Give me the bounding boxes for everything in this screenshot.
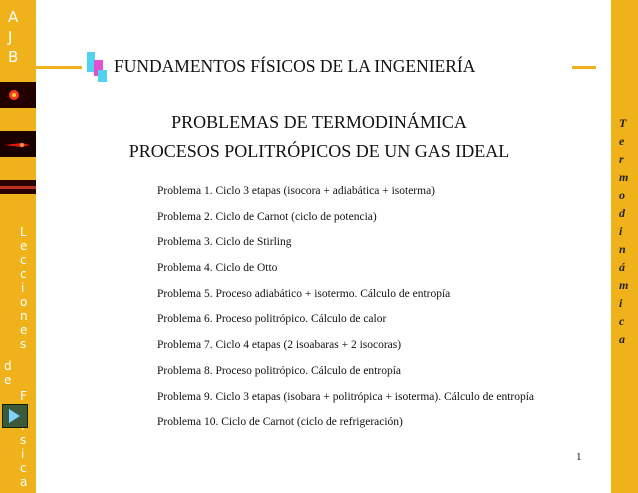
vertical-letter: o [20,295,28,309]
problem-link-8[interactable]: Problema 8. Proceso politrópico. Cálculo de entropía [157,364,401,377]
vertical-letter: e [619,134,625,148]
problem-link-4[interactable]: Problema 4. Ciclo de Otto [157,262,278,275]
thumbnail-image-3 [0,180,36,194]
vertical-letter: o [619,188,625,202]
vertical-letter: F [20,389,27,403]
vertical-letter: s [20,337,27,351]
vertical-letter: c [20,253,27,267]
logo-icon [84,52,110,89]
problem-link-5[interactable]: Problema 5. Proceso adiabático + isotermo. Cálculo de entropía [157,287,451,300]
vertical-letter: c [20,267,27,281]
slide-subtitle-2: PROCESOS POLITRÓPICOS DE UN GAS IDEAL [128,141,510,161]
vertical-letter: m [619,170,629,184]
vertical-letter: d [619,206,625,220]
vertical-letter: e [20,323,28,337]
vertical-letter: n [20,309,28,323]
problem-list [157,185,534,442]
next-slide-button[interactable] [2,404,28,428]
vertical-letter: i [21,447,25,461]
vertical-letter: n [619,242,626,256]
vertical-letter: i [619,224,623,238]
problem-link-2[interactable]: Problema 2. Ciclo de Carnot (ciclo de potencia) [157,210,377,223]
header-title: FUNDAMENTOS FÍSICOS DE LA INGENIERÍA [114,56,476,76]
vertical-letter: c [619,314,625,328]
thumbnail-image-1 [0,82,36,108]
vertical-letter: i [619,296,623,310]
vertical-letter: s [20,433,27,447]
vertical-letter: m [619,278,629,292]
vertical-letter: i [21,281,25,295]
slide-subtitle-1: PROBLEMAS DE TERMODINÁMICA [171,112,467,132]
problem-link-9[interactable]: Problema 9. Ciclo 3 etapas (isobara + politrópica + isoterma). Cálculo de entropía [157,390,535,403]
header-line-left [34,66,82,69]
problem-link-6[interactable]: Problema 6. Proceso politrópico. Cálculo de calor [157,313,387,326]
vertical-letter: e [4,373,12,387]
vertical-letter: r [619,152,624,166]
vertical-letter: d [4,359,12,373]
problem-link-7[interactable]: Problema 7. Ciclo 4 etapas (2 isoabaras + 2 isocoras) [157,339,402,352]
sidebar-letter-j: J [8,28,13,46]
problem-link-3[interactable]: Problema 3. Ciclo de Stirling [157,236,292,249]
sidebar-letter-b: B [8,48,19,66]
problem-link-1[interactable]: Problema 1. Ciclo 3 etapas (isocora + adiabática + isoterma) [157,185,436,197]
vertical-letter: T [619,116,627,130]
vertical-letter: a [20,475,28,489]
page-number: 1 [576,451,582,463]
vertical-letter: c [20,461,27,475]
sidebar-letter-a: A [8,8,19,26]
header-line-right [572,66,596,69]
vertical-letter: a [619,332,625,346]
vertical-letter: L [20,225,27,239]
problem-link-10[interactable]: Problema 10. Ciclo de Carnot (ciclo de refrigeración) [157,416,403,429]
vertical-letter: e [20,239,28,253]
play-triangle-icon [9,409,20,423]
vertical-letter: á [619,260,625,274]
